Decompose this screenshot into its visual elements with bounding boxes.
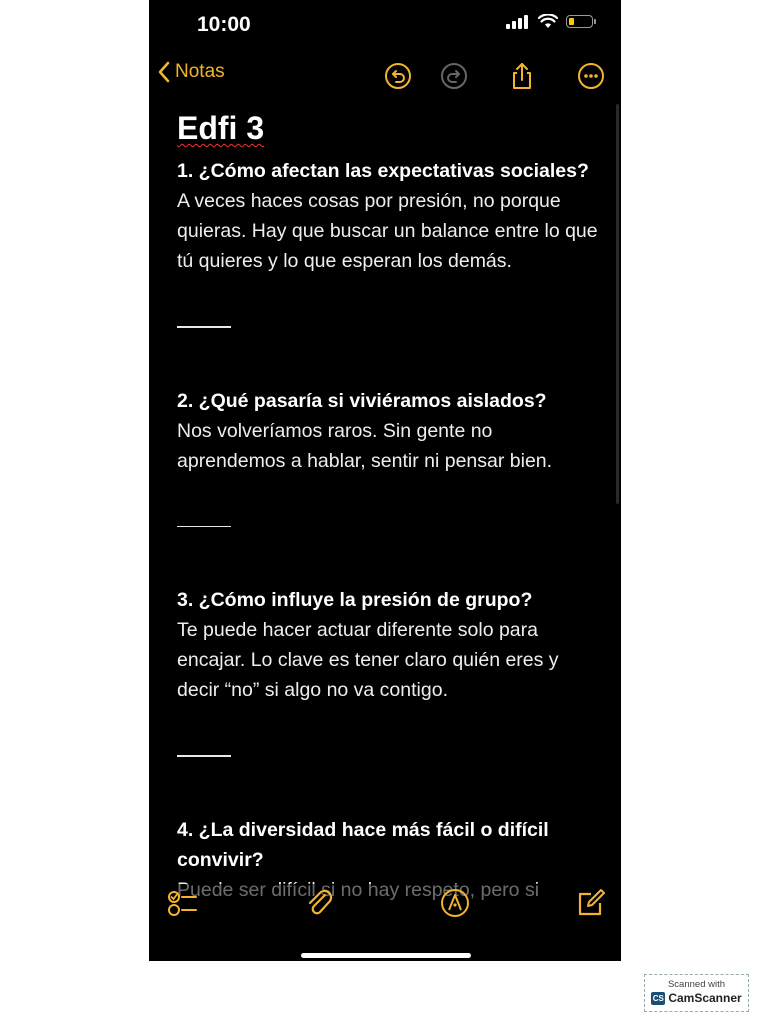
answer-1: A veces haces cosas por presión, no porque quieras. Hay que buscar un balance entre lo que tú quieres y lo que esperan los demás. xyxy=(177,190,598,272)
wifi-icon xyxy=(538,14,558,29)
answer-3: Te puede hacer actuar diferente solo para encajar. Lo clave es tener claro quién eres y decir “no” si algo no va contigo. xyxy=(177,619,559,701)
watermark-caption: Scanned with xyxy=(667,979,726,990)
attachment-icon[interactable] xyxy=(303,886,337,920)
status-icons xyxy=(506,14,593,29)
more-options-icon[interactable] xyxy=(576,61,606,91)
back-label: Notas xyxy=(175,61,225,82)
divider xyxy=(177,755,231,757)
bottom-toolbar xyxy=(149,884,621,924)
status-time: 10:00 xyxy=(197,13,251,36)
undo-icon[interactable] xyxy=(383,61,413,91)
question-1: 1. ¿Cómo afectan las expectativas sociales? xyxy=(177,160,589,182)
question-2: 2. ¿Qué pasaría si viviéramos aislados? xyxy=(177,389,547,412)
home-indicator[interactable] xyxy=(301,953,471,958)
divider xyxy=(177,326,231,328)
question-4: 4. ¿La diversidad hace más fácil o difícil convivir? xyxy=(177,818,549,871)
compose-icon[interactable] xyxy=(573,886,607,920)
camscanner-watermark xyxy=(644,974,749,1012)
note-toolbar xyxy=(149,58,621,94)
back-button[interactable] xyxy=(157,60,225,84)
note-body[interactable] xyxy=(177,108,603,905)
cellular-signal-icon xyxy=(506,15,530,29)
redo-icon[interactable] xyxy=(439,61,469,91)
question-3: 3. ¿Cómo influye la presión de grupo? xyxy=(177,589,533,611)
watermark-brand: CamScanner xyxy=(668,991,742,1005)
phone-screen xyxy=(149,0,621,961)
note-title: Edfi 3 xyxy=(177,110,265,146)
share-icon[interactable] xyxy=(507,61,537,91)
scrollbar[interactable] xyxy=(616,104,619,504)
camscanner-logo-icon: CS xyxy=(652,993,664,1003)
battery-icon xyxy=(566,15,593,28)
divider xyxy=(177,526,231,528)
chevron-left-icon xyxy=(157,60,171,84)
checklist-icon[interactable] xyxy=(165,886,199,920)
answer-2: Nos volveríamos raros. Sin gente no aprendemos a hablar, sentir ni pensar bien. xyxy=(177,419,553,472)
markup-pen-icon[interactable] xyxy=(438,886,472,920)
